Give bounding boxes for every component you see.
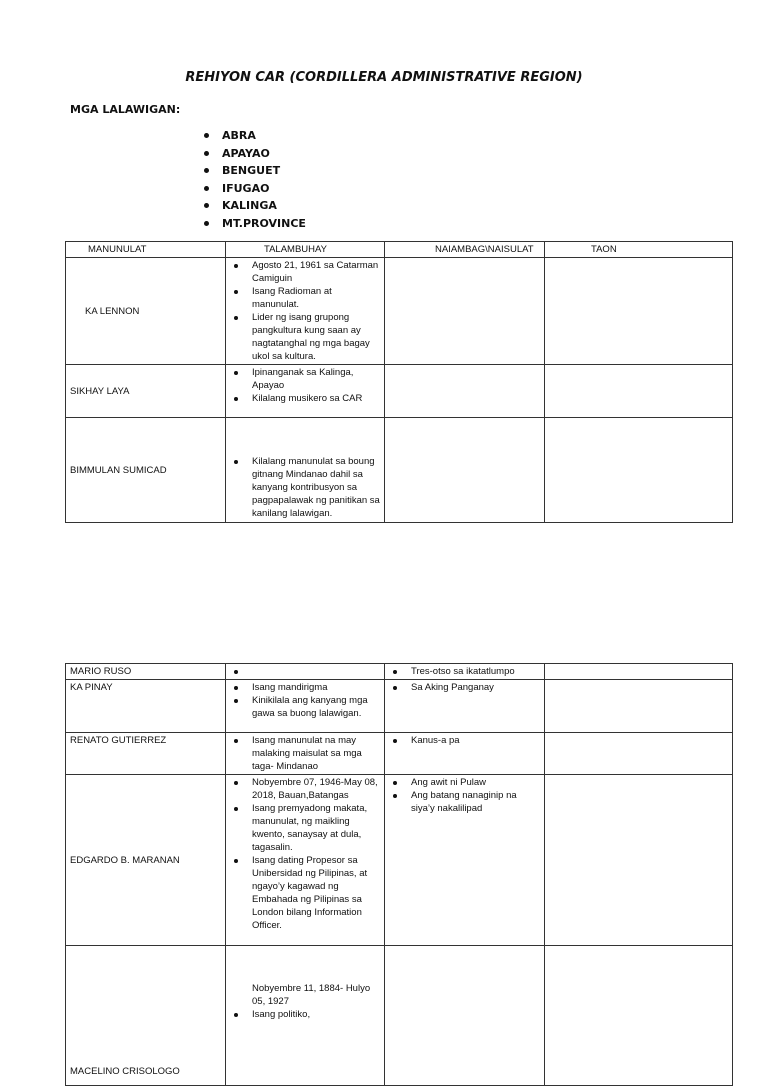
bio-item: Kilalang musikero sa CAR [230, 392, 380, 405]
table-row [66, 365, 733, 418]
writer-name: EDGARDO B. MARANAN [66, 775, 226, 946]
bio-item: Nobyembre 07, 1946-May 08, 2018, Bauan,Batangas [230, 776, 380, 802]
table-row [66, 664, 733, 680]
bio-cell [226, 946, 385, 1086]
table-row [66, 418, 733, 523]
writers-table-1 [65, 241, 733, 523]
writer-name: MARIO RUSO [66, 664, 226, 680]
year-cell [545, 733, 733, 775]
bio-cell [226, 664, 385, 680]
province-item: MT.PROVINCE [204, 215, 306, 233]
bio-cell [226, 733, 385, 775]
province-item: KALINGA [204, 197, 306, 215]
bio-cell [226, 775, 385, 946]
bio-item: Kilalang manunulat sa boung gitnang Mindanao dahil sa kanyang kontribusyon sa pagpapalawak ng panitikan sa kanilang lalawigan. [230, 455, 380, 520]
works-cell [385, 258, 545, 365]
table-row [66, 733, 733, 775]
year-cell [545, 946, 733, 1086]
bio-cell [226, 258, 385, 365]
provinces-label: MGA LALAWIGAN: [70, 103, 181, 116]
year-cell [545, 418, 733, 523]
works-cell [385, 664, 545, 680]
page-title: REHIYON CAR (CORDILLERA ADMINISTRATIVE REGION) [185, 70, 583, 85]
province-item: APAYAO [204, 145, 306, 163]
bio-item: Isang manunulat na may malaking maisulat sa mga taga- Mindanao [230, 734, 380, 773]
writer-name: RENATO GUTIERREZ [66, 733, 226, 775]
work-item: Ang awit ni Pulaw [389, 776, 540, 789]
bio-item: Isang Radioman at manunulat. [230, 285, 380, 311]
bio-cell [226, 365, 385, 418]
header-manunulat: MANUNULAT [66, 242, 226, 258]
table-row [66, 775, 733, 946]
writer-name: BIMMULAN SUMICAD [66, 418, 226, 523]
table-row [66, 680, 733, 733]
works-cell [385, 418, 545, 523]
province-item: BENGUET [204, 162, 306, 180]
bio-item: Isang mandirigma [230, 681, 380, 694]
work-item: Sa Aking Panganay [389, 681, 540, 694]
works-cell [385, 365, 545, 418]
header-naiambag: NAIAMBAG\NAISULAT [385, 242, 545, 258]
table-row [66, 946, 733, 1086]
bio-item: Isang dating Propesor sa Unibersidad ng Pilipinas, at ngayo’y kagawad ng Embahada ng Pilipinas sa London bilang Information Officer. [230, 854, 380, 932]
writer-name: SIKHAY LAYA [66, 365, 226, 418]
writer-name: MACELINO CRISOLOGO [66, 946, 226, 1086]
works-cell [385, 680, 545, 733]
works-cell [385, 775, 545, 946]
bio-item: Agosto 21, 1961 sa Catarman Camiguin [230, 259, 380, 285]
year-cell [545, 258, 733, 365]
works-cell [385, 946, 545, 1086]
header-taon: TAON [545, 242, 733, 258]
header-talambuhay: TALAMBUHAY [226, 242, 385, 258]
writer-name: KA PINAY [66, 680, 226, 733]
writers-table-2 [65, 663, 733, 1086]
year-cell [545, 365, 733, 418]
works-cell [385, 733, 545, 775]
bio-cell [226, 680, 385, 733]
year-cell [545, 775, 733, 946]
table-row [66, 258, 733, 365]
work-item: Kanus-a pa [389, 734, 540, 747]
work-item: Ang batang nanaginip na siya’y nakalilipad [389, 789, 540, 815]
bio-item: Kinikilala ang kanyang mga gawa sa buong lalawigan. [230, 694, 380, 720]
bio-item: Lider ng isang grupong pangkultura kung saan ay nagtatanghal ng mga bagay ukol sa kultura. [230, 311, 380, 363]
province-list [204, 127, 306, 232]
bio-cell [226, 418, 385, 523]
bio-intro: Nobyembre 11, 1884- Hulyo 05, 1927 [252, 983, 371, 1007]
year-cell [545, 680, 733, 733]
bio-item: Isang premyadong makata, manunulat, ng maikling kwento, sanaysay at dula, tagasalin. [230, 802, 380, 854]
table-header-row [66, 242, 733, 258]
writer-name: KA LENNON [66, 258, 226, 365]
province-item: ABRA [204, 127, 306, 145]
province-item: IFUGAO [204, 180, 306, 198]
work-item: Tres-otso sa ikatatlumpo [389, 665, 540, 678]
bio-item: Ipinanganak sa Kalinga, Apayao [230, 366, 380, 392]
bio-item: Isang politiko, [230, 1008, 380, 1021]
year-cell [545, 664, 733, 680]
